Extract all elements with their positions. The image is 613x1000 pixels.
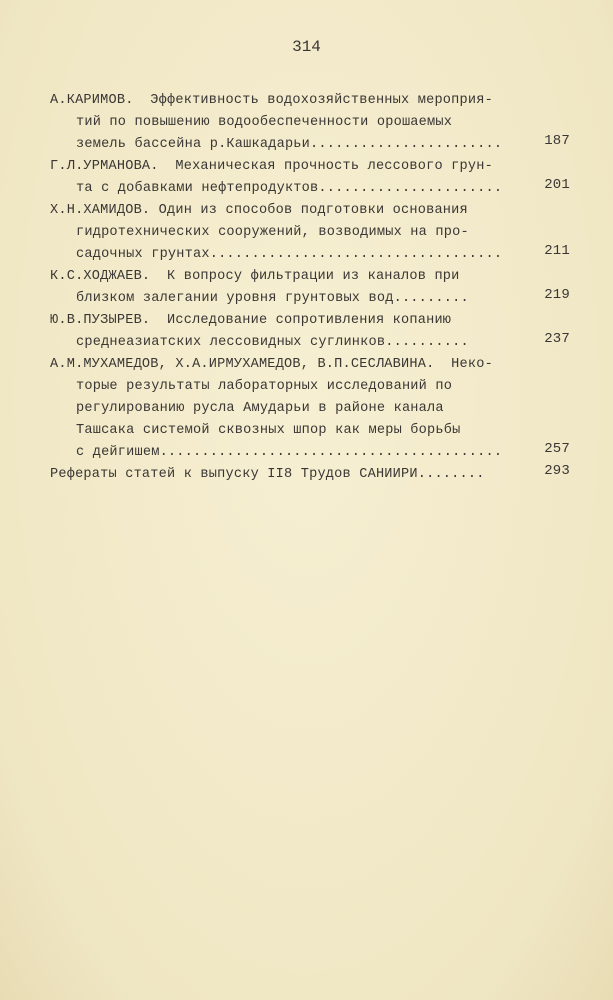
- page-number: 314: [292, 38, 321, 56]
- toc-entry-page: 219: [544, 287, 570, 303]
- toc-entry: [50, 200, 570, 266]
- toc-entry-line: близком залегании уровня грунтовых вод.........: [76, 291, 469, 306]
- toc-entry-line: Ташсака системой сквозных шпор как меры борьбы: [76, 423, 461, 438]
- toc-entry-page: 211: [544, 243, 570, 259]
- toc-entry-page: 237: [544, 331, 570, 347]
- toc-entry-page: 187: [544, 133, 570, 149]
- toc-entry-line: Г.Л.УРМАНОВА. Механическая прочность лессового грун-: [50, 159, 493, 174]
- toc-entry: [50, 266, 570, 310]
- toc-entry-page: 293: [544, 463, 570, 479]
- toc-entry: [50, 90, 570, 156]
- toc-entry-line: А.КАРИМОВ. Эффективность водохозяйственных мероприя-: [50, 93, 493, 108]
- toc-entry-line: садочных грунтах...................................: [76, 247, 503, 262]
- table-of-contents: [50, 90, 570, 486]
- toc-entry-line: К.С.ХОДЖАЕВ. К вопросу фильтрации из каналов при: [50, 269, 460, 284]
- toc-entry-page: 201: [544, 177, 570, 193]
- toc-entry-line: с дейгишем.........................................: [76, 445, 503, 460]
- toc-entry-line: земель бассейна р.Кашкадарьи.......................: [76, 137, 503, 152]
- toc-entry-line: А.М.МУХАМЕДОВ, Х.А.ИРМУХАМЕДОВ, В.П.СЕСЛАВИНА. Неко-: [50, 357, 493, 372]
- toc-entry-line: торые результаты лабораторных исследований по: [76, 379, 453, 394]
- toc-entry: [50, 310, 570, 354]
- toc-entry: [50, 156, 570, 200]
- toc-entry-line: Рефераты статей к выпуску II8 Трудов САНИИРИ........: [50, 467, 485, 482]
- toc-entry: [50, 354, 570, 464]
- toc-entry-line: регулированию русла Амударьи в районе канала: [76, 401, 444, 416]
- toc-entry-line: тий по повышению водообеспеченности орошаемых: [76, 115, 453, 130]
- toc-entry-line: Х.Н.ХАМИДОВ. Один из способов подготовки основания: [50, 203, 468, 218]
- toc-entry: [50, 464, 570, 486]
- toc-entry-page: 257: [544, 441, 570, 457]
- toc-entry-line: Ю.В.ПУЗЫРЕВ. Исследование сопротивления копанию: [50, 313, 452, 328]
- toc-entry-line: среднеазиатских лессовидных суглинков..........: [76, 335, 469, 350]
- toc-entry-line: гидротехнических сооружений, возводимых на про-: [76, 225, 469, 240]
- toc-entry-line: та с добавками нефтепродуктов......................: [76, 181, 503, 196]
